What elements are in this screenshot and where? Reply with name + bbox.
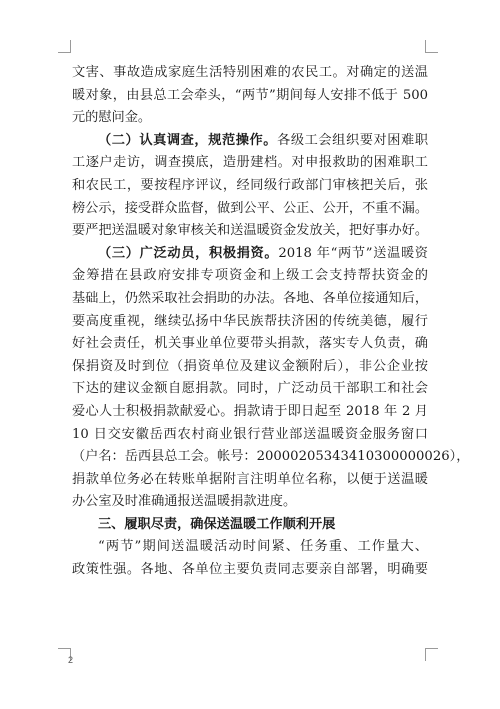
- crop-mark-top-right: [425, 40, 438, 53]
- crop-mark-top-left: [58, 40, 71, 53]
- body-line: （户名：岳西县总工会。帐号：20000205343410300000026），: [72, 449, 470, 465]
- section-line-lead: [72, 243, 428, 266]
- body-line: 爱心人士积极捐款献爱心。捐款请于即日起至 2018 年 2 月: [72, 403, 428, 419]
- body-line: 办公室及时准确通报送温暖捐款进度。: [72, 494, 297, 510]
- section-heading-2: （二）认真调查，规范操作。: [98, 132, 278, 148]
- body-line: 工逐户走访，调查摸底，造册建档。对申报救助的困难职工: [72, 155, 428, 171]
- body-line: 基础上，仍然采取社会捐助的办法。各地、各单位接通知后，: [72, 290, 429, 306]
- body-line: 要高度重视，继续弘扬中华民族帮扶济困的传统美德，履行: [72, 313, 428, 329]
- page-number: 2: [68, 655, 74, 665]
- section-line-lead: [72, 130, 428, 153]
- body-text: 各级工会组织要对困难职: [277, 132, 429, 148]
- crop-mark-bottom-right: [425, 648, 438, 661]
- body-line: “两节”期间送温暖活动时间紧、任务重、工作量大、: [98, 539, 428, 555]
- body-line: 元的慰问金。: [72, 110, 152, 126]
- body-line: 下达的建议金额自愿捐款。同时，广泛动员干部职工和社会: [72, 381, 428, 397]
- body-line: 好社会责任，机关事业单位要带头捐款，落实专人负责，确: [72, 336, 428, 352]
- chapter-heading: 三、履职尽责，确保送温暖工作顺利开展: [98, 516, 336, 532]
- body-line: 保捐资及时到位（捐资单位及建议金额附后），非公企业按: [72, 358, 428, 374]
- body-line: 暖对象，由县总工会牵头，“两节”期间每人安排不低于 500: [72, 87, 428, 103]
- body-line: 捐款单位务必在转账单据附言注明单位名称，以便于送温暖: [72, 471, 428, 487]
- body-line: 10 日交安徽岳西农村商业银行营业部送温暖资金服务窗口: [72, 426, 428, 442]
- body-line: 政策性强。各地、各单位主要负责同志要亲自部署，明确要: [72, 562, 428, 578]
- body-line: 要严把送温暖对象审核关和送温暖资金发放关，把好事办好。: [72, 223, 429, 239]
- body-line: 金筹措在县政府安排专项资金和上级工会支持帮扶资金的: [72, 268, 428, 284]
- body-text: 2018 年“两节”送温暖资: [278, 245, 428, 261]
- body-line: 榜公示，接受群众监督，做到公平、公正、公开，不重不漏。: [72, 200, 429, 216]
- document-body: [72, 62, 470, 582]
- body-line: 文害、事故造成家庭生活特别困难的农民工。对确定的送温: [72, 65, 428, 80]
- section-heading-3: （三）广泛动员，积极捐资。: [98, 245, 279, 261]
- body-line: 和农民工，要按程序评议，经同级行政部门审核把关后，张: [72, 177, 428, 193]
